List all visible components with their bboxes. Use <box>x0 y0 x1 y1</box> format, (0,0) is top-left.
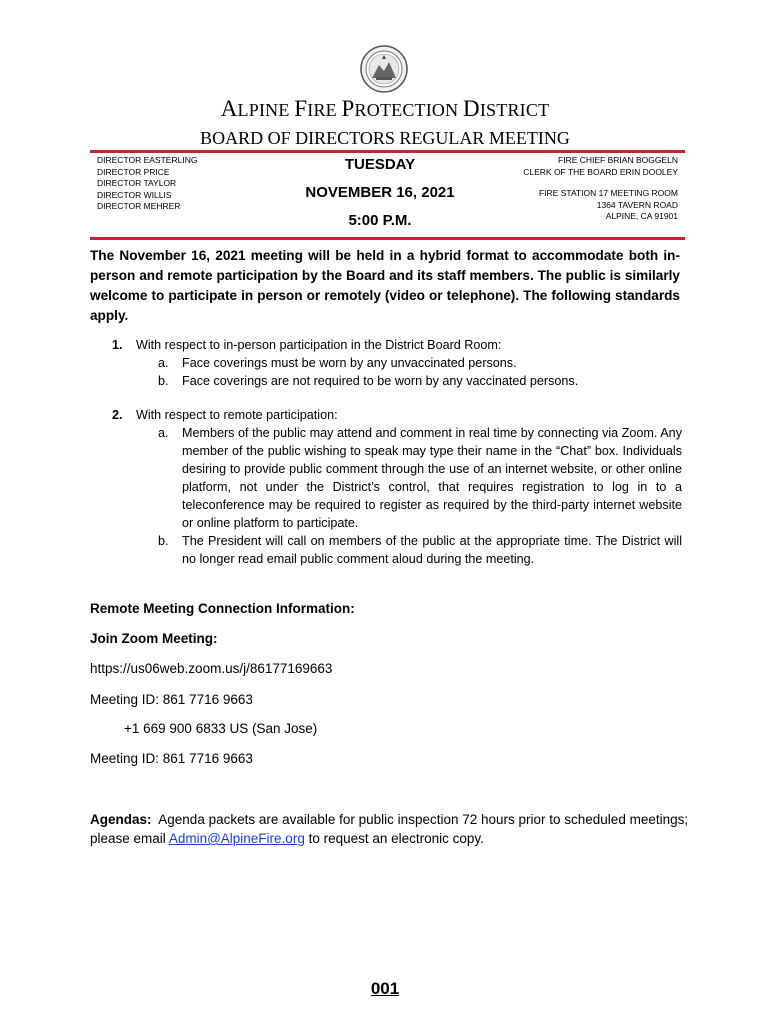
item-number: 1. <box>112 338 123 352</box>
address-street: 1364 TAVERN ROAD <box>596 199 678 210</box>
director-name: DIRECTOR MEHRER <box>97 201 181 211</box>
sub-item: a. Members of the public may attend and comment in real time by connecting via Zoom. Any member of the public wishing to speak may type their name in the “Chat” box. Individuals desiring to provide public comment through the use of an internet website, or other online platform, not under the District’s control, that requires registration to log in to a teleconference may be required to register as required by the third-party internet website or online platform to participate. <box>158 426 682 530</box>
header-divider-bottom <box>90 237 685 240</box>
director-name: DIRECTOR TAYLOR <box>97 178 177 188</box>
dial-in-phone: +1 669 900 6833 US (San Jose) <box>124 721 318 736</box>
email-link[interactable]: Admin@AlpineFire.org <box>168 831 305 846</box>
page-number: 001 <box>370 979 400 998</box>
district-seal-logo <box>360 45 408 93</box>
address-city: ALPINE, CA 91901 <box>605 211 678 221</box>
agendas-label: Agendas: <box>90 812 152 827</box>
officials-and-location <box>523 155 678 223</box>
header-divider-top <box>90 150 685 153</box>
district-name: ALPINE FIRE PROTECTION DISTRICT <box>220 96 550 121</box>
director-name: DIRECTOR EASTERLING <box>97 155 198 165</box>
meeting-datetime <box>280 154 480 238</box>
item-text: With respect to remote participation: <box>136 408 338 422</box>
meeting-day: TUESDAY <box>344 156 416 173</box>
clerk: CLERK OF THE BOARD ERIN DOOLEY <box>523 166 678 177</box>
zoom-heading: Join Zoom Meeting: <box>90 631 218 646</box>
agendas-notice: Agendas: Agenda packets are available for public inspection 72 hours prior to scheduled meetings; please email Admin@AlpineFire.org to request an electronic copy. <box>90 812 689 846</box>
director-name: DIRECTOR PRICE <box>97 166 170 177</box>
connection-heading: Remote Meeting Connection Information: <box>90 601 355 616</box>
sub-item: b. Face coverings are not required to be worn by any vaccinated persons. <box>158 374 579 388</box>
item-text: With respect to in-person participation in the District Board Room: <box>136 338 502 352</box>
meeting-date: NOVEMBER 16, 2021 <box>305 184 455 201</box>
meeting-id: Meeting ID: 861 7716 9663 <box>90 751 253 766</box>
intro-paragraph: The November 16, 2021 meeting will be held in a hybrid format to accommodate both in-person and remote participation by the Board and its staff members. The public is similarly welcome to participate in person or remotely (video or telephone). The following standards apply. <box>90 248 680 323</box>
item-number: 2. <box>112 408 123 422</box>
location-name: FIRE STATION 17 MEETING ROOM <box>538 188 678 198</box>
meeting-id: Meeting ID: 861 7716 9663 <box>90 692 253 707</box>
standards-list <box>112 336 682 568</box>
meeting-time: 5:00 P.M. <box>348 212 412 229</box>
sub-item: b. The President will call on members of the public at the appropriate time. The District will no longer read email public comment aloud during the meeting. <box>158 534 682 566</box>
list-item <box>112 406 682 568</box>
zoom-url[interactable]: https://us06web.zoom.us/j/86177169663 <box>90 661 333 676</box>
director-name: DIRECTOR WILLIS <box>97 189 172 200</box>
sub-item: a. Face coverings must be worn by any unvaccinated persons. <box>158 356 517 370</box>
list-item <box>112 336 682 390</box>
meeting-title: BOARD OF DIRECTORS REGULAR MEETING <box>200 128 570 148</box>
directors-list <box>97 155 197 213</box>
fire-chief: FIRE CHIEF BRIAN BOGGELN <box>558 155 678 165</box>
